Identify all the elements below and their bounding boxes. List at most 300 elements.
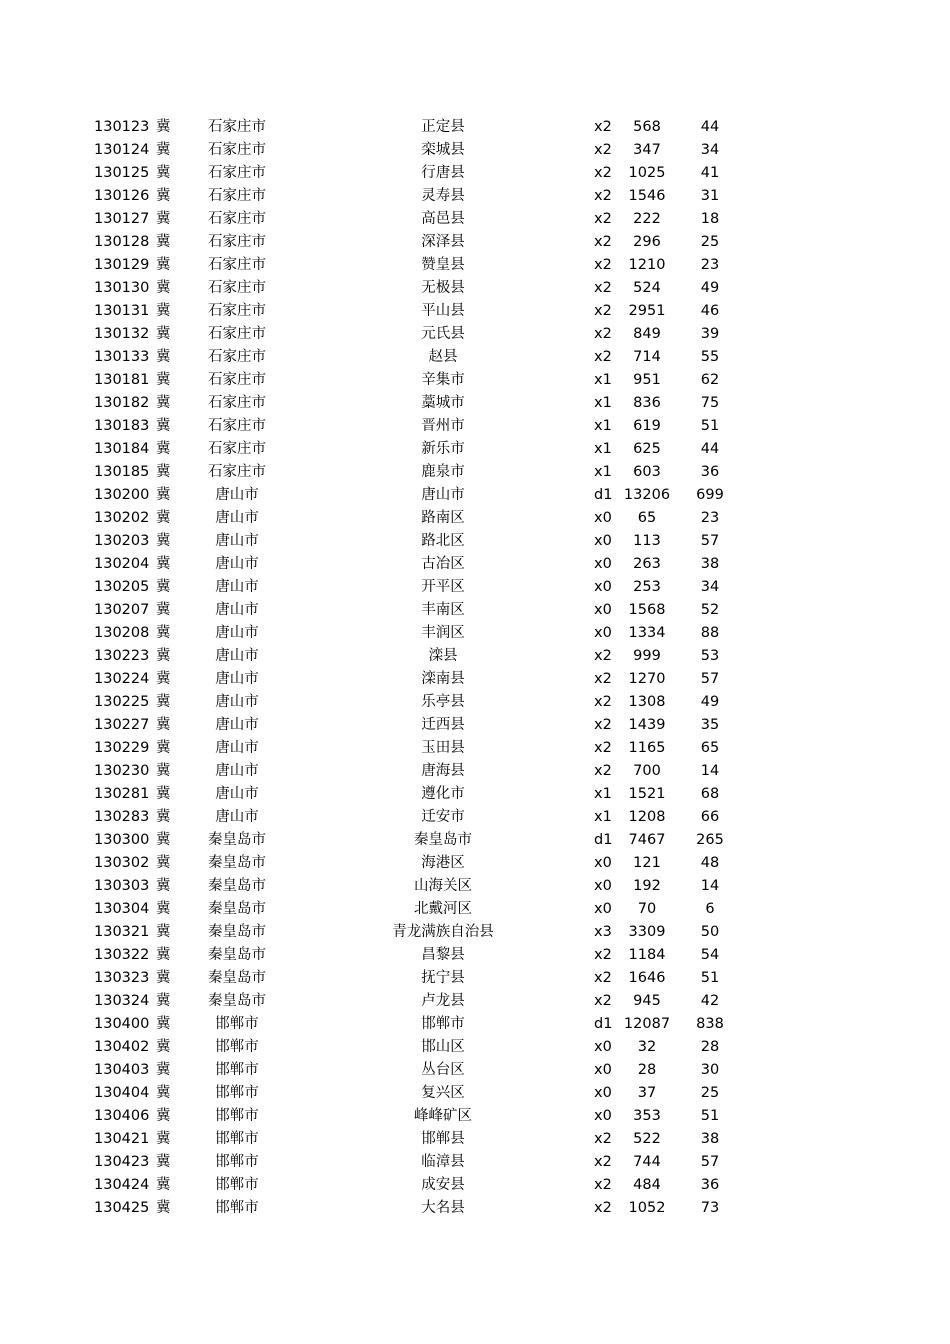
area-cell: 619 bbox=[633, 418, 661, 434]
city-cell: 唐山市 bbox=[215, 510, 259, 526]
province-cell: 冀 bbox=[156, 418, 171, 434]
count-cell: 18 bbox=[700, 211, 720, 227]
table-row bbox=[0, 392, 950, 415]
area-cell: 849 bbox=[633, 326, 661, 342]
region-code-cell: 130403 bbox=[94, 1062, 150, 1078]
region-code-cell: 130302 bbox=[94, 855, 150, 871]
count-cell: 75 bbox=[700, 395, 720, 411]
region-code-cell: 130203 bbox=[94, 533, 150, 549]
city-cell: 石家庄市 bbox=[208, 464, 266, 480]
type-cell: x0 bbox=[594, 1085, 612, 1101]
table-row bbox=[0, 1105, 950, 1128]
table-row bbox=[0, 484, 950, 507]
county-cell: 行唐县 bbox=[421, 165, 465, 181]
region-code-cell: 130424 bbox=[94, 1177, 150, 1193]
region-code-cell: 130300 bbox=[94, 832, 150, 848]
region-code-cell: 130421 bbox=[94, 1131, 150, 1147]
area-cell: 1646 bbox=[628, 970, 666, 986]
county-cell: 灵寿县 bbox=[421, 188, 465, 204]
area-cell: 1025 bbox=[628, 165, 666, 181]
region-code-cell: 130402 bbox=[94, 1039, 150, 1055]
count-cell: 25 bbox=[700, 234, 720, 250]
province-cell: 冀 bbox=[156, 165, 171, 181]
data-table bbox=[0, 116, 950, 1220]
city-cell: 唐山市 bbox=[215, 763, 259, 779]
area-cell: 522 bbox=[633, 1131, 661, 1147]
province-cell: 冀 bbox=[156, 579, 171, 595]
table-row bbox=[0, 208, 950, 231]
region-code-cell: 130425 bbox=[94, 1200, 150, 1216]
region-code-cell: 130183 bbox=[94, 418, 150, 434]
city-cell: 唐山市 bbox=[215, 533, 259, 549]
count-cell: 66 bbox=[700, 809, 720, 825]
count-cell: 25 bbox=[700, 1085, 720, 1101]
count-cell: 44 bbox=[700, 441, 720, 457]
province-cell: 冀 bbox=[156, 740, 171, 756]
city-cell: 唐山市 bbox=[215, 786, 259, 802]
area-cell: 1210 bbox=[628, 257, 666, 273]
region-code-cell: 130130 bbox=[94, 280, 150, 296]
city-cell: 石家庄市 bbox=[208, 119, 266, 135]
area-cell: 1165 bbox=[628, 740, 666, 756]
table-row bbox=[0, 1082, 950, 1105]
type-cell: x1 bbox=[594, 441, 612, 457]
count-cell: 48 bbox=[700, 855, 720, 871]
county-cell: 丛台区 bbox=[421, 1062, 465, 1078]
type-cell: x2 bbox=[594, 671, 612, 687]
count-cell: 36 bbox=[700, 464, 720, 480]
province-cell: 冀 bbox=[156, 717, 171, 733]
county-cell: 海港区 bbox=[421, 855, 465, 871]
county-cell: 邯山区 bbox=[421, 1039, 465, 1055]
city-cell: 唐山市 bbox=[215, 671, 259, 687]
type-cell: d1 bbox=[594, 832, 613, 848]
type-cell: x2 bbox=[594, 257, 612, 273]
province-cell: 冀 bbox=[156, 1108, 171, 1124]
county-cell: 唐山市 bbox=[421, 487, 465, 503]
county-cell: 乐亭县 bbox=[421, 694, 465, 710]
region-code-cell: 130281 bbox=[94, 786, 150, 802]
province-cell: 冀 bbox=[156, 211, 171, 227]
table-row bbox=[0, 1174, 950, 1197]
county-cell: 开平区 bbox=[421, 579, 465, 595]
city-cell: 邯郸市 bbox=[215, 1131, 259, 1147]
province-cell: 冀 bbox=[156, 1062, 171, 1078]
city-cell: 唐山市 bbox=[215, 740, 259, 756]
region-code-cell: 130126 bbox=[94, 188, 150, 204]
province-cell: 冀 bbox=[156, 625, 171, 641]
area-cell: 700 bbox=[633, 763, 661, 779]
county-cell: 青龙满族自治县 bbox=[392, 924, 494, 940]
type-cell: x2 bbox=[594, 1200, 612, 1216]
province-cell: 冀 bbox=[156, 1085, 171, 1101]
province-cell: 冀 bbox=[156, 901, 171, 917]
type-cell: x1 bbox=[594, 395, 612, 411]
area-cell: 568 bbox=[633, 119, 661, 135]
table-row bbox=[0, 990, 950, 1013]
count-cell: 73 bbox=[700, 1200, 720, 1216]
table-row bbox=[0, 691, 950, 714]
table-row bbox=[0, 1128, 950, 1151]
count-cell: 838 bbox=[696, 1016, 724, 1032]
province-cell: 冀 bbox=[156, 786, 171, 802]
table-row bbox=[0, 875, 950, 898]
count-cell: 44 bbox=[700, 119, 720, 135]
table-row bbox=[0, 898, 950, 921]
area-cell: 1308 bbox=[628, 694, 666, 710]
table-row bbox=[0, 599, 950, 622]
table-row bbox=[0, 783, 950, 806]
type-cell: x2 bbox=[594, 119, 612, 135]
county-cell: 邯郸市 bbox=[421, 1016, 465, 1032]
county-cell: 元氏县 bbox=[421, 326, 465, 342]
type-cell: x0 bbox=[594, 625, 612, 641]
table-row bbox=[0, 415, 950, 438]
province-cell: 冀 bbox=[156, 809, 171, 825]
table-row bbox=[0, 1197, 950, 1220]
county-cell: 滦南县 bbox=[421, 671, 465, 687]
region-code-cell: 130283 bbox=[94, 809, 150, 825]
count-cell: 57 bbox=[700, 533, 720, 549]
type-cell: x2 bbox=[594, 303, 612, 319]
county-cell: 唐海县 bbox=[421, 763, 465, 779]
county-cell: 新乐市 bbox=[421, 441, 465, 457]
type-cell: d1 bbox=[594, 1016, 613, 1032]
city-cell: 唐山市 bbox=[215, 487, 259, 503]
province-cell: 冀 bbox=[156, 602, 171, 618]
region-code-cell: 130324 bbox=[94, 993, 150, 1009]
province-cell: 冀 bbox=[156, 556, 171, 572]
type-cell: x3 bbox=[594, 924, 612, 940]
count-cell: 36 bbox=[700, 1177, 720, 1193]
region-code-cell: 130185 bbox=[94, 464, 150, 480]
city-cell: 邯郸市 bbox=[215, 1108, 259, 1124]
table-row bbox=[0, 944, 950, 967]
province-cell: 冀 bbox=[156, 349, 171, 365]
city-cell: 秦皇岛市 bbox=[208, 924, 266, 940]
table-row bbox=[0, 300, 950, 323]
region-code-cell: 130322 bbox=[94, 947, 150, 963]
count-cell: 6 bbox=[705, 901, 715, 917]
count-cell: 49 bbox=[700, 694, 720, 710]
area-cell: 12087 bbox=[623, 1016, 671, 1032]
region-code-cell: 130182 bbox=[94, 395, 150, 411]
table-row bbox=[0, 277, 950, 300]
city-cell: 石家庄市 bbox=[208, 257, 266, 273]
region-code-cell: 130123 bbox=[94, 119, 150, 135]
city-cell: 秦皇岛市 bbox=[208, 993, 266, 1009]
province-cell: 冀 bbox=[156, 1154, 171, 1170]
table-row bbox=[0, 806, 950, 829]
province-cell: 冀 bbox=[156, 1131, 171, 1147]
county-cell: 无极县 bbox=[421, 280, 465, 296]
region-code-cell: 130207 bbox=[94, 602, 150, 618]
area-cell: 1208 bbox=[628, 809, 666, 825]
city-cell: 石家庄市 bbox=[208, 372, 266, 388]
table-row bbox=[0, 668, 950, 691]
city-cell: 邯郸市 bbox=[215, 1154, 259, 1170]
city-cell: 石家庄市 bbox=[208, 280, 266, 296]
city-cell: 秦皇岛市 bbox=[208, 970, 266, 986]
type-cell: x0 bbox=[594, 556, 612, 572]
county-cell: 赵县 bbox=[428, 349, 458, 365]
city-cell: 唐山市 bbox=[215, 694, 259, 710]
count-cell: 23 bbox=[700, 510, 720, 526]
region-code-cell: 130423 bbox=[94, 1154, 150, 1170]
count-cell: 38 bbox=[700, 556, 720, 572]
region-code-cell: 130204 bbox=[94, 556, 150, 572]
county-cell: 秦皇岛市 bbox=[414, 832, 472, 848]
province-cell: 冀 bbox=[156, 372, 171, 388]
area-cell: 945 bbox=[633, 993, 661, 1009]
area-cell: 714 bbox=[633, 349, 661, 365]
table-row bbox=[0, 438, 950, 461]
area-cell: 1521 bbox=[628, 786, 666, 802]
area-cell: 32 bbox=[637, 1039, 657, 1055]
type-cell: x2 bbox=[594, 947, 612, 963]
county-cell: 邯郸县 bbox=[421, 1131, 465, 1147]
type-cell: x2 bbox=[594, 280, 612, 296]
area-cell: 296 bbox=[633, 234, 661, 250]
table-row bbox=[0, 323, 950, 346]
province-cell: 冀 bbox=[156, 441, 171, 457]
city-cell: 石家庄市 bbox=[208, 418, 266, 434]
table-row bbox=[0, 346, 950, 369]
area-cell: 1052 bbox=[628, 1200, 666, 1216]
county-cell: 大名县 bbox=[421, 1200, 465, 1216]
count-cell: 55 bbox=[700, 349, 720, 365]
county-cell: 遵化市 bbox=[421, 786, 465, 802]
region-code-cell: 130323 bbox=[94, 970, 150, 986]
area-cell: 744 bbox=[633, 1154, 661, 1170]
city-cell: 石家庄市 bbox=[208, 211, 266, 227]
region-code-cell: 130124 bbox=[94, 142, 150, 158]
area-cell: 1184 bbox=[628, 947, 666, 963]
type-cell: x0 bbox=[594, 510, 612, 526]
table-row bbox=[0, 737, 950, 760]
type-cell: x2 bbox=[594, 211, 612, 227]
county-cell: 辛集市 bbox=[421, 372, 465, 388]
count-cell: 54 bbox=[700, 947, 720, 963]
region-code-cell: 130202 bbox=[94, 510, 150, 526]
county-cell: 深泽县 bbox=[421, 234, 465, 250]
city-cell: 石家庄市 bbox=[208, 165, 266, 181]
count-cell: 50 bbox=[700, 924, 720, 940]
province-cell: 冀 bbox=[156, 487, 171, 503]
count-cell: 30 bbox=[700, 1062, 720, 1078]
province-cell: 冀 bbox=[156, 257, 171, 273]
city-cell: 石家庄市 bbox=[208, 234, 266, 250]
table-row bbox=[0, 231, 950, 254]
province-cell: 冀 bbox=[156, 763, 171, 779]
table-row bbox=[0, 254, 950, 277]
county-cell: 路北区 bbox=[421, 533, 465, 549]
area-cell: 37 bbox=[637, 1085, 657, 1101]
table-row bbox=[0, 576, 950, 599]
area-cell: 253 bbox=[633, 579, 661, 595]
type-cell: x0 bbox=[594, 878, 612, 894]
area-cell: 1334 bbox=[628, 625, 666, 641]
type-cell: x2 bbox=[594, 1154, 612, 1170]
table-row bbox=[0, 967, 950, 990]
table-row bbox=[0, 714, 950, 737]
type-cell: x1 bbox=[594, 464, 612, 480]
table-row bbox=[0, 507, 950, 530]
city-cell: 石家庄市 bbox=[208, 441, 266, 457]
region-code-cell: 130208 bbox=[94, 625, 150, 641]
type-cell: x2 bbox=[594, 142, 612, 158]
count-cell: 39 bbox=[700, 326, 720, 342]
area-cell: 999 bbox=[633, 648, 661, 664]
area-cell: 836 bbox=[633, 395, 661, 411]
area-cell: 222 bbox=[633, 211, 661, 227]
city-cell: 唐山市 bbox=[215, 717, 259, 733]
count-cell: 46 bbox=[700, 303, 720, 319]
region-code-cell: 130404 bbox=[94, 1085, 150, 1101]
county-cell: 玉田县 bbox=[421, 740, 465, 756]
area-cell: 1546 bbox=[628, 188, 666, 204]
count-cell: 28 bbox=[700, 1039, 720, 1055]
city-cell: 秦皇岛市 bbox=[208, 855, 266, 871]
count-cell: 49 bbox=[700, 280, 720, 296]
count-cell: 42 bbox=[700, 993, 720, 1009]
count-cell: 35 bbox=[700, 717, 720, 733]
region-code-cell: 130132 bbox=[94, 326, 150, 342]
type-cell: x1 bbox=[594, 786, 612, 802]
region-code-cell: 130227 bbox=[94, 717, 150, 733]
city-cell: 石家庄市 bbox=[208, 349, 266, 365]
area-cell: 113 bbox=[633, 533, 661, 549]
type-cell: x2 bbox=[594, 648, 612, 664]
province-cell: 冀 bbox=[156, 1039, 171, 1055]
type-cell: x0 bbox=[594, 1039, 612, 1055]
region-code-cell: 130321 bbox=[94, 924, 150, 940]
county-cell: 古冶区 bbox=[421, 556, 465, 572]
area-cell: 121 bbox=[633, 855, 661, 871]
city-cell: 秦皇岛市 bbox=[208, 947, 266, 963]
type-cell: x2 bbox=[594, 165, 612, 181]
count-cell: 265 bbox=[696, 832, 724, 848]
province-cell: 冀 bbox=[156, 188, 171, 204]
region-code-cell: 130224 bbox=[94, 671, 150, 687]
county-cell: 卢龙县 bbox=[421, 993, 465, 1009]
type-cell: x2 bbox=[594, 717, 612, 733]
type-cell: x2 bbox=[594, 1131, 612, 1147]
region-code-cell: 130129 bbox=[94, 257, 150, 273]
city-cell: 石家庄市 bbox=[208, 188, 266, 204]
table-row bbox=[0, 162, 950, 185]
county-cell: 迁西县 bbox=[421, 717, 465, 733]
area-cell: 65 bbox=[637, 510, 657, 526]
type-cell: x2 bbox=[594, 970, 612, 986]
table-row bbox=[0, 185, 950, 208]
province-cell: 冀 bbox=[156, 1016, 171, 1032]
region-code-cell: 130223 bbox=[94, 648, 150, 664]
province-cell: 冀 bbox=[156, 395, 171, 411]
region-code-cell: 130127 bbox=[94, 211, 150, 227]
count-cell: 52 bbox=[700, 602, 720, 618]
area-cell: 7467 bbox=[628, 832, 666, 848]
count-cell: 53 bbox=[700, 648, 720, 664]
table-row bbox=[0, 461, 950, 484]
area-cell: 192 bbox=[633, 878, 661, 894]
city-cell: 唐山市 bbox=[215, 556, 259, 572]
province-cell: 冀 bbox=[156, 993, 171, 1009]
area-cell: 70 bbox=[637, 901, 657, 917]
area-cell: 13206 bbox=[623, 487, 671, 503]
county-cell: 丰南区 bbox=[421, 602, 465, 618]
count-cell: 68 bbox=[700, 786, 720, 802]
region-code-cell: 130131 bbox=[94, 303, 150, 319]
count-cell: 57 bbox=[700, 671, 720, 687]
table-row bbox=[0, 116, 950, 139]
region-code-cell: 130225 bbox=[94, 694, 150, 710]
type-cell: d1 bbox=[594, 487, 613, 503]
province-cell: 冀 bbox=[156, 832, 171, 848]
count-cell: 14 bbox=[700, 878, 720, 894]
count-cell: 41 bbox=[700, 165, 720, 181]
city-cell: 邯郸市 bbox=[215, 1016, 259, 1032]
area-cell: 2951 bbox=[628, 303, 666, 319]
table-row bbox=[0, 1036, 950, 1059]
area-cell: 484 bbox=[633, 1177, 661, 1193]
region-code-cell: 130304 bbox=[94, 901, 150, 917]
city-cell: 邯郸市 bbox=[215, 1085, 259, 1101]
count-cell: 699 bbox=[696, 487, 724, 503]
county-cell: 赞皇县 bbox=[421, 257, 465, 273]
area-cell: 951 bbox=[633, 372, 661, 388]
county-cell: 平山县 bbox=[421, 303, 465, 319]
county-cell: 山海关区 bbox=[414, 878, 472, 894]
county-cell: 丰润区 bbox=[421, 625, 465, 641]
count-cell: 57 bbox=[700, 1154, 720, 1170]
count-cell: 51 bbox=[700, 418, 720, 434]
table-row bbox=[0, 1013, 950, 1036]
type-cell: x2 bbox=[594, 349, 612, 365]
type-cell: x2 bbox=[594, 234, 612, 250]
city-cell: 唐山市 bbox=[215, 602, 259, 618]
city-cell: 石家庄市 bbox=[208, 142, 266, 158]
type-cell: x2 bbox=[594, 740, 612, 756]
table-row bbox=[0, 553, 950, 576]
type-cell: x1 bbox=[594, 372, 612, 388]
table-row bbox=[0, 645, 950, 668]
county-cell: 藁城市 bbox=[421, 395, 465, 411]
county-cell: 峰峰矿区 bbox=[414, 1108, 472, 1124]
count-cell: 34 bbox=[700, 142, 720, 158]
region-code-cell: 130125 bbox=[94, 165, 150, 181]
region-code-cell: 130230 bbox=[94, 763, 150, 779]
province-cell: 冀 bbox=[156, 1177, 171, 1193]
county-cell: 正定县 bbox=[421, 119, 465, 135]
type-cell: x0 bbox=[594, 1062, 612, 1078]
count-cell: 88 bbox=[700, 625, 720, 641]
type-cell: x2 bbox=[594, 763, 612, 779]
county-cell: 抚宁县 bbox=[421, 970, 465, 986]
count-cell: 65 bbox=[700, 740, 720, 756]
count-cell: 51 bbox=[700, 1108, 720, 1124]
county-cell: 滦县 bbox=[428, 648, 458, 664]
province-cell: 冀 bbox=[156, 326, 171, 342]
province-cell: 冀 bbox=[156, 533, 171, 549]
region-code-cell: 130200 bbox=[94, 487, 150, 503]
city-cell: 秦皇岛市 bbox=[208, 878, 266, 894]
province-cell: 冀 bbox=[156, 234, 171, 250]
count-cell: 62 bbox=[700, 372, 720, 388]
county-cell: 北戴河区 bbox=[414, 901, 472, 917]
province-cell: 冀 bbox=[156, 142, 171, 158]
table-row bbox=[0, 1151, 950, 1174]
